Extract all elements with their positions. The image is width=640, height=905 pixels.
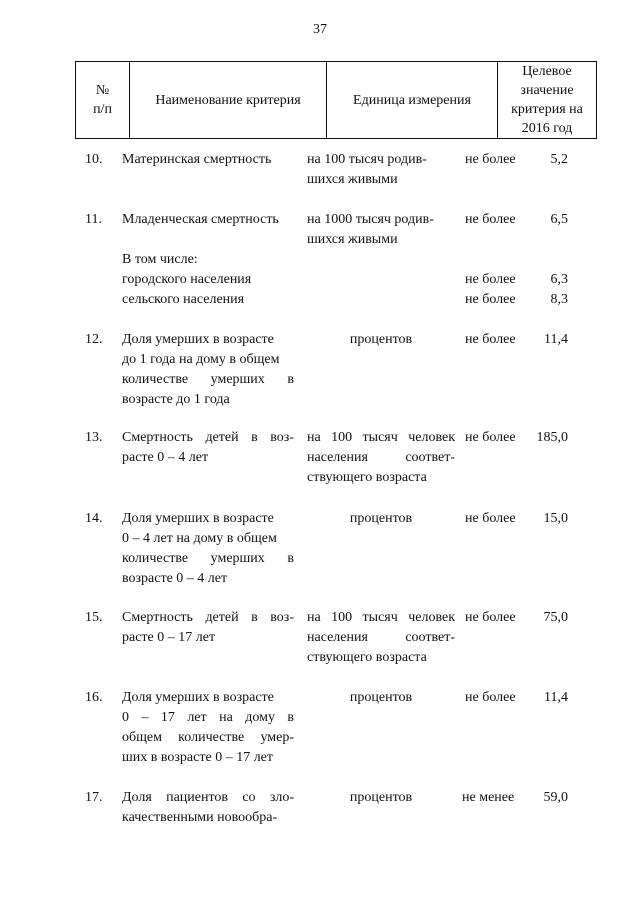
comparison: не более <box>465 212 516 227</box>
criterion-name: Смертность детей в воз- расте 0 – 4 лет <box>122 430 294 465</box>
criterion-name: Материнская смертность <box>122 152 272 167</box>
sub-heading: В том числе: <box>122 252 198 267</box>
sub-criterion-name: городского населения <box>122 272 252 287</box>
unit-of-measure: на 100 тысяч родив- шихся живыми <box>307 152 427 187</box>
criterion-name: Смертность детей в воз- расте 0 – 17 лет <box>122 610 294 645</box>
criterion-name: Доля умерших в возрасте до 1 года на дому в общем количестве умерших в возрасте до 1 года <box>122 332 294 407</box>
target-value: 5,2 <box>550 152 568 167</box>
comparison: не более <box>465 430 516 445</box>
unit-of-measure: процентов <box>349 511 413 526</box>
target-value: 75,0 <box>543 610 568 625</box>
row-number: 11. <box>85 212 102 227</box>
criterion-name: Доля пациентов со зло- качественными новообра- <box>122 790 294 825</box>
target-value: 15,0 <box>543 511 568 526</box>
comparison: не более <box>465 292 516 307</box>
unit-of-measure: процентов <box>349 790 413 805</box>
comparison: не более <box>465 511 516 526</box>
comparison: не более <box>465 332 516 347</box>
row-number: 15. <box>85 610 103 625</box>
target-value: 185,0 <box>536 430 568 445</box>
comparison: не более <box>465 272 516 287</box>
target-value: 8,3 <box>550 292 568 307</box>
unit-of-measure: на 100 тысяч человек населения соответ- ствующего возраста <box>307 610 455 665</box>
unit-of-measure: процентов <box>349 690 413 705</box>
sub-criterion-name: сельского населения <box>122 292 245 307</box>
target-value: 11,4 <box>544 332 568 347</box>
criterion-name: Доля умерших в возрасте 0 – 17 лет на дому в общем количестве умер- ших в возрасте 0 – 17 лет <box>122 690 294 765</box>
comparison: не менее <box>462 790 515 805</box>
row-number: 12. <box>85 332 103 347</box>
target-value: 59,0 <box>543 790 568 805</box>
row-number: 14. <box>85 511 103 526</box>
criterion-name: Младенческая смертность <box>122 212 279 227</box>
target-value: 6,5 <box>550 212 568 227</box>
row-number: 17. <box>85 790 103 805</box>
header-num: № п/п <box>76 62 130 139</box>
header-name: Наименование критерия <box>130 62 327 139</box>
row-number: 10. <box>85 152 103 167</box>
row-number: 13. <box>85 430 103 445</box>
row-number: 16. <box>85 690 103 705</box>
comparison: не более <box>465 610 516 625</box>
header-unit: Единица измерения <box>327 62 498 139</box>
target-value: 11,4 <box>544 690 568 705</box>
criteria-table-header <box>75 61 597 139</box>
comparison: не более <box>465 152 516 167</box>
header-target: Целевое значение критерия на 2016 год <box>498 62 597 139</box>
criterion-name: Доля умерших в возрасте 0 – 4 лет на дому в общем количестве умерших в возрасте 0 – 4 лет <box>122 511 294 586</box>
unit-of-measure: процентов <box>349 332 413 347</box>
page-number: 37 <box>313 22 327 37</box>
target-value: 6,3 <box>550 272 568 287</box>
comparison: не более <box>465 690 516 705</box>
unit-of-measure: на 100 тысяч человек населения соответ- ствующего возраста <box>307 430 455 485</box>
unit-of-measure: на 1000 тысяч родив- шихся живыми <box>307 212 434 247</box>
